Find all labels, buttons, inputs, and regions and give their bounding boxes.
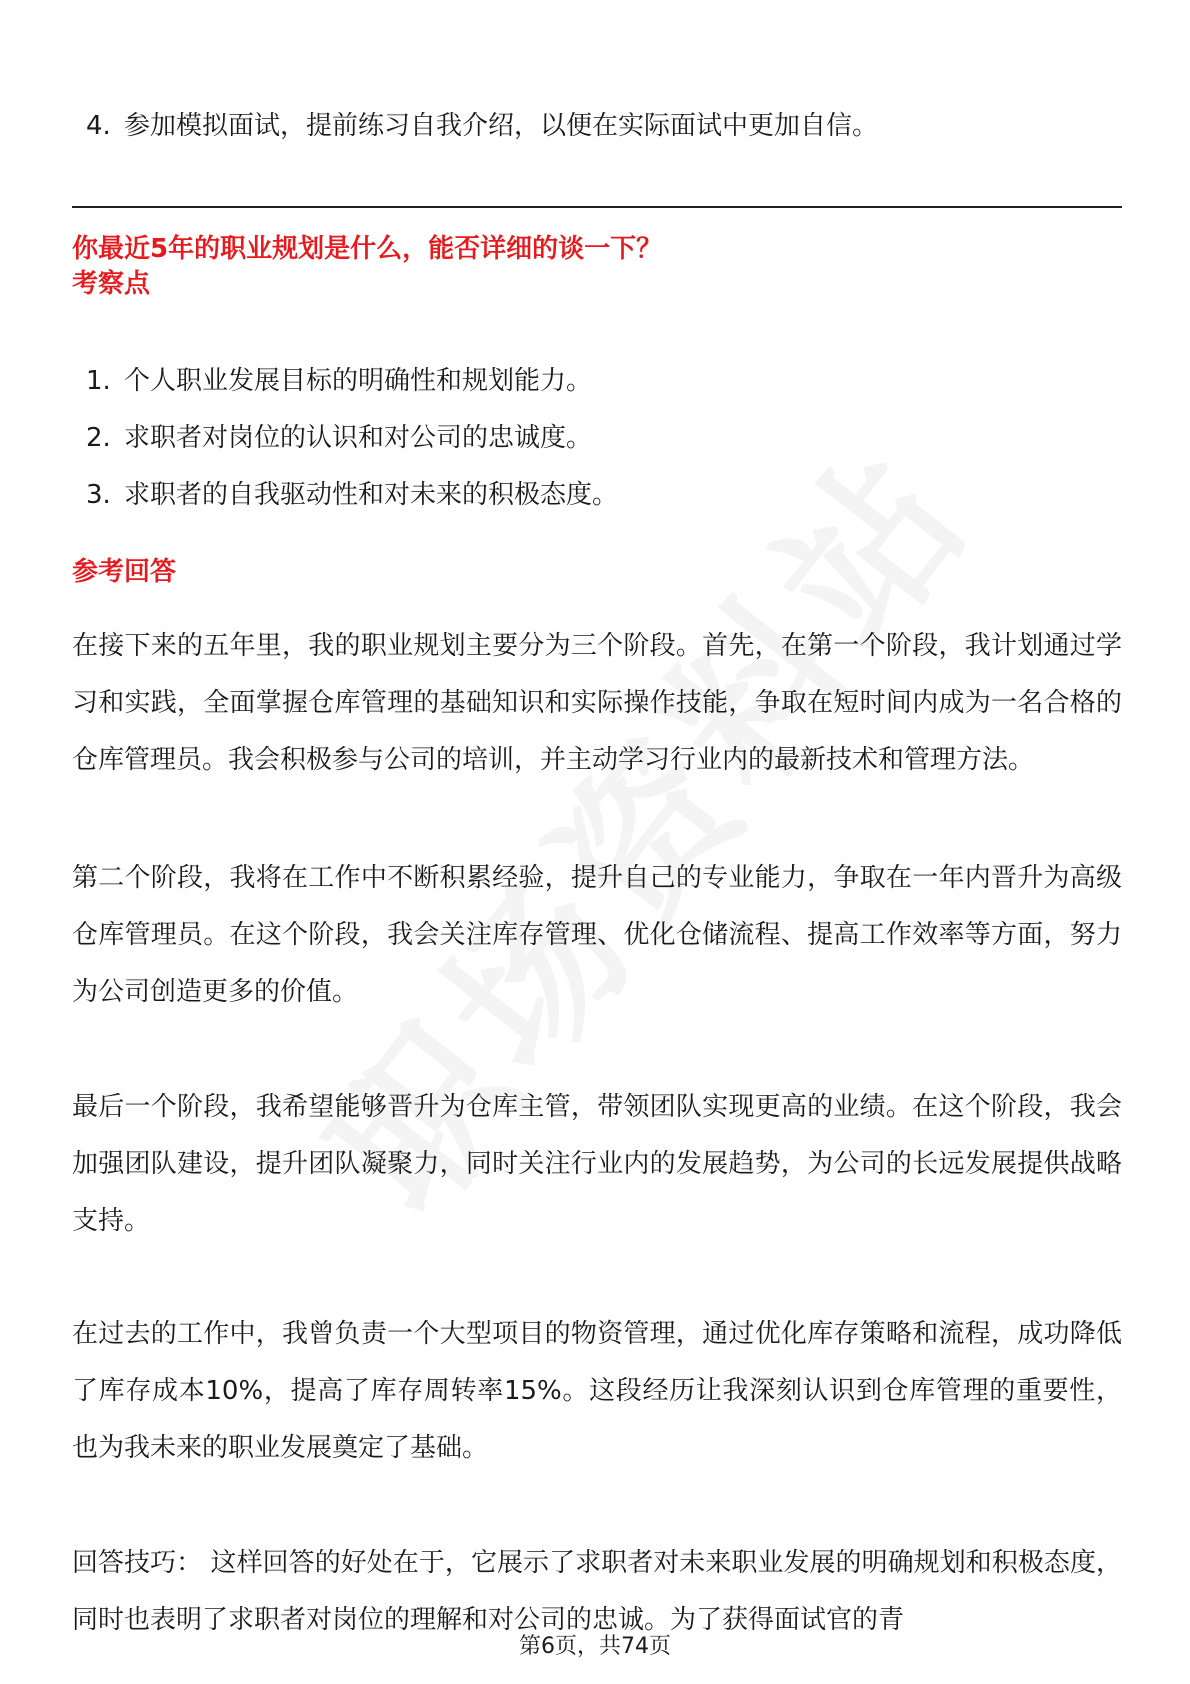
list-item xyxy=(86,361,618,418)
assessment-list xyxy=(86,361,618,532)
list-item xyxy=(86,418,618,475)
answer-paragraph: 最后一个阶段，我希望能够晋升为仓库主管，带领团队实现更高的业绩。在这个阶段，我会加强团队建设，提升团队凝聚力，同时关注行业内的发展趋势，为公司的长远发展提供战略支持。 xyxy=(72,1092,1122,1236)
answer-paragraph: 在过去的工作中，我曾负责一个大型项目的物资管理，通过优化库存策略和流程，成功降低了库存成本10%，提高了库存周转率15%。这段经历让我深刻认识到仓库管理的重要性，也为我未来的职业发展奠定了基础。 xyxy=(72,1319,1122,1463)
list-text: 求职者的自我驱动性和对未来的积极态度。 xyxy=(124,480,619,510)
list-text: 个人职业发展目标的明确性和规划能力。 xyxy=(124,366,593,396)
list-item xyxy=(86,475,618,532)
list-number: 2. xyxy=(86,423,111,453)
answer-paragraph: 第二个阶段，我将在工作中不断积累经验，提升自己的专业能力，争取在一年内晋升为高级仓库管理员。在这个阶段，我会关注库存管理、优化仓储流程、提高工作效率等方面，努力为公司创造更多的价值。 xyxy=(72,863,1122,1007)
list-number: 4. xyxy=(86,111,111,141)
page-number: 第6页，共74页 xyxy=(519,1634,671,1659)
list-item xyxy=(86,106,878,146)
list-text: 求职者对岗位的认识和对公司的忠诚度。 xyxy=(124,423,593,453)
answer-tips-paragraph: 回答技巧： 这样回答的好处在于，它展示了求职者对未来职业发展的明确规划和积极态度，同时也表明了求职者对岗位的理解和对公司的忠诚。为了获得面试官的青 xyxy=(72,1548,1122,1635)
assessment-heading: 考察点 xyxy=(72,269,151,299)
answer-heading: 参考回答 xyxy=(72,557,177,587)
answer-paragraph: 在接下来的五年里，我的职业规划主要分为三个阶段。首先，在第一个阶段，我计划通过学习和实践，全面掌握仓库管理的基础知识和实际操作技能，争取在短时间内成为一名合格的仓库管理员。我会积极参与公司的培训，并主动学习行业内的最新技术和管理方法。 xyxy=(72,631,1122,775)
list-number: 3. xyxy=(86,480,111,510)
question-title: 你最近5年的职业规划是什么，能否详细的谈一下？ xyxy=(72,234,663,264)
section-divider xyxy=(72,206,1122,208)
list-number: 1. xyxy=(86,366,111,396)
list-text: 参加模拟面试，提前练习自我介绍，以便在实际面试中更加自信。 xyxy=(124,111,879,141)
